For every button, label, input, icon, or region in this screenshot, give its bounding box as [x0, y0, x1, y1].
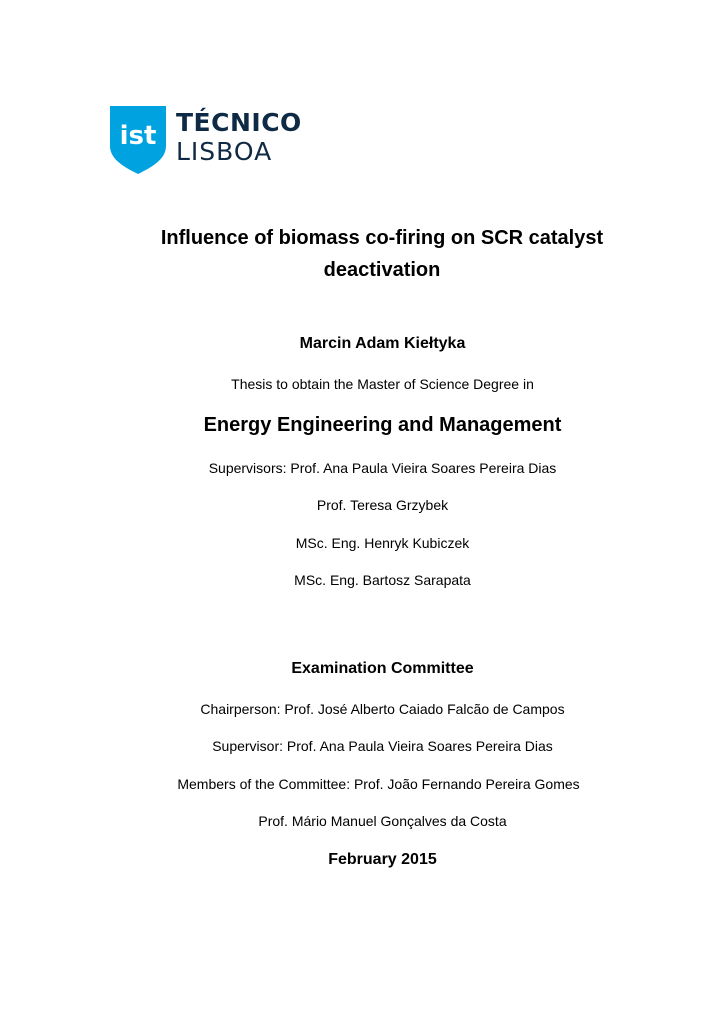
institution-logo	[110, 106, 302, 174]
submission-date: February 2015	[328, 851, 437, 868]
logo-line-1: TÉCNICO	[176, 108, 302, 137]
logo-line-2: LISBOA	[176, 137, 273, 166]
supervisor-line: MSc. Eng. Henryk Kubiczek	[295, 535, 470, 551]
author-name: Marcin Adam Kiełtyka	[299, 335, 466, 352]
committee-member-line: Members of the Committee: Prof. João Fernando Pereira Gomes	[177, 776, 580, 792]
thesis-title: Influence of biomass co-firing on SCR catalyst deactivation	[160, 227, 604, 281]
ist-shield-logo-icon	[110, 106, 166, 174]
supervisor-line: Prof. Teresa Grzybek	[316, 497, 449, 513]
committee-member-line: Supervisor: Prof. Ana Paula Vieira Soares Pereira Dias	[212, 738, 553, 754]
supervisor-line: MSc. Eng. Bartosz Sarapata	[294, 572, 471, 588]
committee-member-line: Prof. Mário Manuel Gonçalves da Costa	[258, 813, 507, 829]
committee-heading: Examination Committee	[291, 660, 474, 677]
committee-member-line: Chairperson: Prof. José Alberto Caiado Falcão de Campos	[200, 701, 565, 717]
supervisor-line: Supervisors: Prof. Ana Paula Vieira Soares Pereira Dias	[208, 460, 557, 476]
degree-program: Energy Engineering and Management	[203, 414, 562, 436]
degree-intro: Thesis to obtain the Master of Science Degree in	[231, 376, 534, 392]
svg-text:ist: ist	[119, 121, 157, 151]
logo-wordmark	[176, 110, 302, 164]
